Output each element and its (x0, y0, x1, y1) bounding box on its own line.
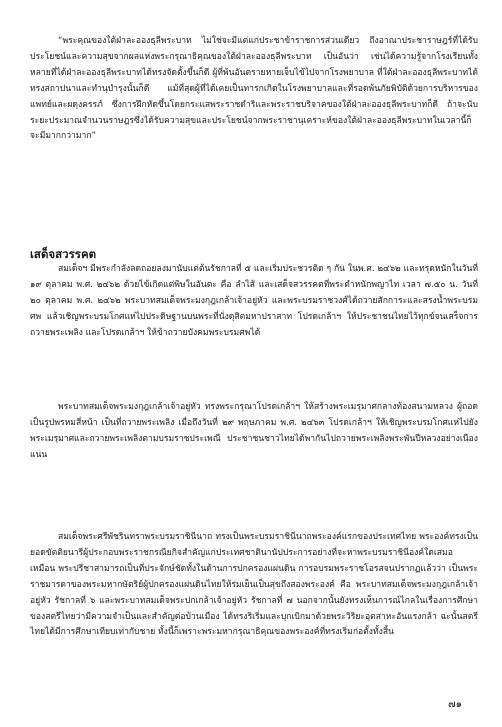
page-number: ๗๑ (448, 699, 462, 710)
paragraph-legacy: สมเด็จพระศรีพัชรินทราพระบรมราชินีนาถ ทรงเป็นพระบรมราชินีนาถพระองค์แรกของประเทศไทย พระองค์ทรงเป็นยอดขัตติยนารีผู้ประกอบพระราชกรณียกิจสำคัญแก่ประเทศชาตินานัปประการอย่างที่จะหาพระบรมราชินีองค์ใดเสมอเหมือน พระปรีชาสามารถเป็นที่ประจักษ์ชัดทั้งในด้านการปกครองแผ่นดิน การอบรมพระราชโอรสจนปรากฏแล้วว่า เป็นพระราชมารดาของพระมหากษัตริย์ผู้ปกครองแผ่นดินไทยให้ร่มเย็นเป็นสุขถึงสองพระองค์ คือ พระบาทสมเด็จพระมงกุฎเกล้าเจ้าอยู่หัว รัชกาลที่ ๖ และพระบาทสมเด็จพระปกเกล้าเจ้าอยู่หัว รัชกาลที่ ๗ นอกจากนั้นยังทรงเห็นการณ์ไกลในเรื่องการศึกษาของสตรีไทยว่ามีความจำเป็นและสำคัญต่อบ้านเมือง ได้ทรงริเริ่มและบุกเบิกมาด้วยพระวิริยะอุตสาหะอันแรงกล้า ฉะนั้นสตรีไทยได้มีการศึกษาเทียบเท่ากับชาย ทั้งนี้ก็เพราะพระมหากรุณาธิคุณของพระองค์ที่ทรงเริ่มก่อตั้งทั้งสิ้น (30, 532, 478, 638)
quoted-passage: “พระคุณของใต้ฝ่าละอองธุลีพระบาท ไม่ใช่จะมีแต่แก่ประชาข้าราชการส่วนเดียว ถึงอาณาประชาราษฎร์ที่ได้รับประโยชน์และความสุขจากผลแห่งพระกรุณาธิคุณของใต้ฝ่าละอองธุลีพระบาท เป็นอันว่า เช่นได้ความรู้จากโรงเรียนทั้งหลายที่ได้ฝ่าละอองธุลีพระบาทได้ทรงจัดตั้งขึ้นก็ดี ผู้ที่พ้นอันตรายหายเจ็บไข้ไปจากโรงพยาบาล ที่ใต้ฝ่าละอองธุลีพระบาทได้ทรงสถาปนาและทำนุบำรุงนั้นก็ดี แม้ที่สุดผู้ที่ได้เคยเป็นทารกเกิดในโรงพยาบาลและที่รอดพ้นภัยพิบัติด้วยการบริหารของแพทย์และผดุงครรภ์ ซึ่งการฝึกหัดขึ้นโดยกระแสพระราชดำริและพระราชบริจาคของใต้ฝ่าละอองธุลีพระบาทก็ดี ถ้าจะนับระยะประมาณจำนวนราษฎรซึ่งได้รับความสุขและประโยชน์จากพระราชานุเคราะห์ของใต้ฝ่าละอองธุลีพระบาทในเวลานี้ก็จะมีมากกว่ามาก” (30, 36, 478, 142)
section-heading: เสด็จสวรรคต (30, 247, 97, 261)
paragraph-cremation: พระบาทสมเด็จพระมงกุฎเกล้าเจ้าอยู่หัว ทรงพระกรุณาโปรดเกล้าฯ ให้สร้างพระเมรุมาศกลางท้องสนามหลวง ผู้ถอดเป็นรูปพรหมสี่หน้า เป็นที่ถวายพระเพลิง เมื่อถึงวันที่ ๒๙ พฤษภาคม พ.ศ. ๒๔๖๓ โปรดเกล้าฯ ให้เชิญพระบรมโกศแห่ไปยังพระเมรุมาศและถวายพระเพลิงตามบรมราชประเพณี ประชาชนชาวไทยได้พากันไปถวายพระเพลิงพระพันปีหลวงอย่างเนืองแน่น (30, 402, 478, 460)
paragraph-death: สมเด็จฯ มีพระกำลังลดถอยลงมานับแต่ต้นรัชกาลที่ ๕ และเริ่มประชวรติด ๆ กัน ในพ.ศ. ๒๔๖๒ และทรุดหนักในวันที่ ๑๙ ตุลาคม พ.ศ. ๒๔๖๒ ด้วยไข้เกิดแต่พิษในอันตะ คือ ลำไส้ และเสด็จสวรรคตที่พระตำหนักพญาไท เวลา ๗.๕๐ น. วันที่ ๒๐ ตุลาคม พ.ศ. ๒๔๖๒ พระบาทสมเด็จพระมงกุฎเกล้าเจ้าอยู่หัว และพระบรมราชวงศ์ได้ถวายสักการะและสรงน้ำพระบรมศพ แล้วเชิญพระบรมโกศแห่ไปประดิษฐานบนพระที่นั่งดุสิตมหาปราสาท โปรดเกล้าฯ ให้ประชาชนไทยไว้ทุกข์จนเสร็จการถวายพระเพลิง และโปรดเกล้าฯ ให้ข้าถวายบังคมพระบรมศพได้ (30, 264, 478, 338)
